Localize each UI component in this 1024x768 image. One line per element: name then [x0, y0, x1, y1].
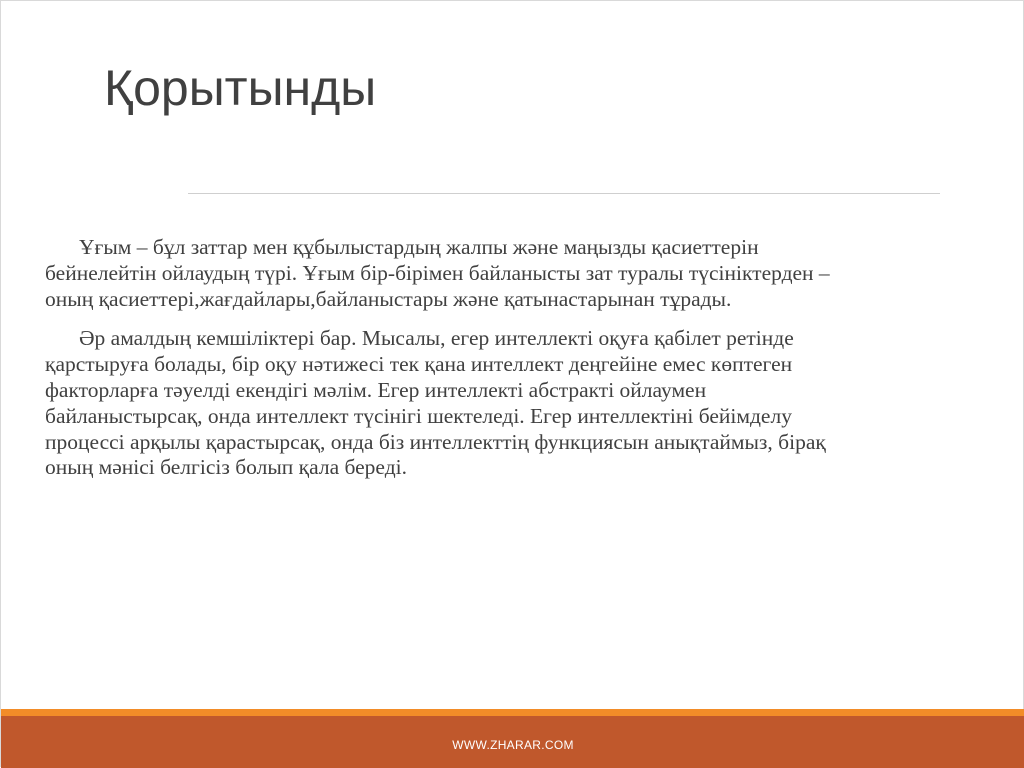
title-divider — [188, 193, 940, 194]
paragraph-line: байланыстырсақ, онда интеллект түсінігі шектеледі. Егер интеллектіні бейімделу — [45, 403, 792, 428]
footer-site-link[interactable]: WWW.ZHARAR.COM — [452, 738, 574, 752]
paragraph-line: қарстыруға болады, бір оқу нәтижесі тек қана интеллект деңгейіне емес көптеген — [45, 352, 793, 377]
paragraph-line: процессі арқылы қарастырсақ, онда біз интеллекттің функциясын анықтаймыз, бірақ — [45, 429, 826, 454]
slide-body — [45, 235, 985, 495]
paragraph-line: Ұғым – бұл заттар мен құбылыстардың жалпы және маңызды қасиеттерін — [79, 235, 759, 259]
paragraph-line: оның мәнісі белгісіз болып қала береді. — [45, 455, 407, 480]
paragraph-drawbacks — [45, 326, 985, 481]
footer-accent-strip — [1, 709, 1024, 716]
slide-title: Қорытынды — [104, 60, 377, 116]
paragraph-line: факторларға тәуелді екендігі мәлім. Егер интеллекті абстракті ойлаумен — [45, 377, 707, 402]
paragraph-line: бейнелейтін ойлаудың түрі. Ұғым бір-бірімен байланысты зат туралы түсініктерден – — [45, 260, 830, 285]
paragraph-line: оның қасиеттері,жағдайлары,байланыстары және қатынастарынан тұрады. — [45, 286, 732, 311]
paragraph-definition — [45, 235, 985, 312]
footer-bar — [1, 716, 1024, 768]
paragraph-line: Әр амалдың кемшіліктері бар. Мысалы, егер интеллекті оқуға қабілет ретінде — [79, 326, 794, 351]
